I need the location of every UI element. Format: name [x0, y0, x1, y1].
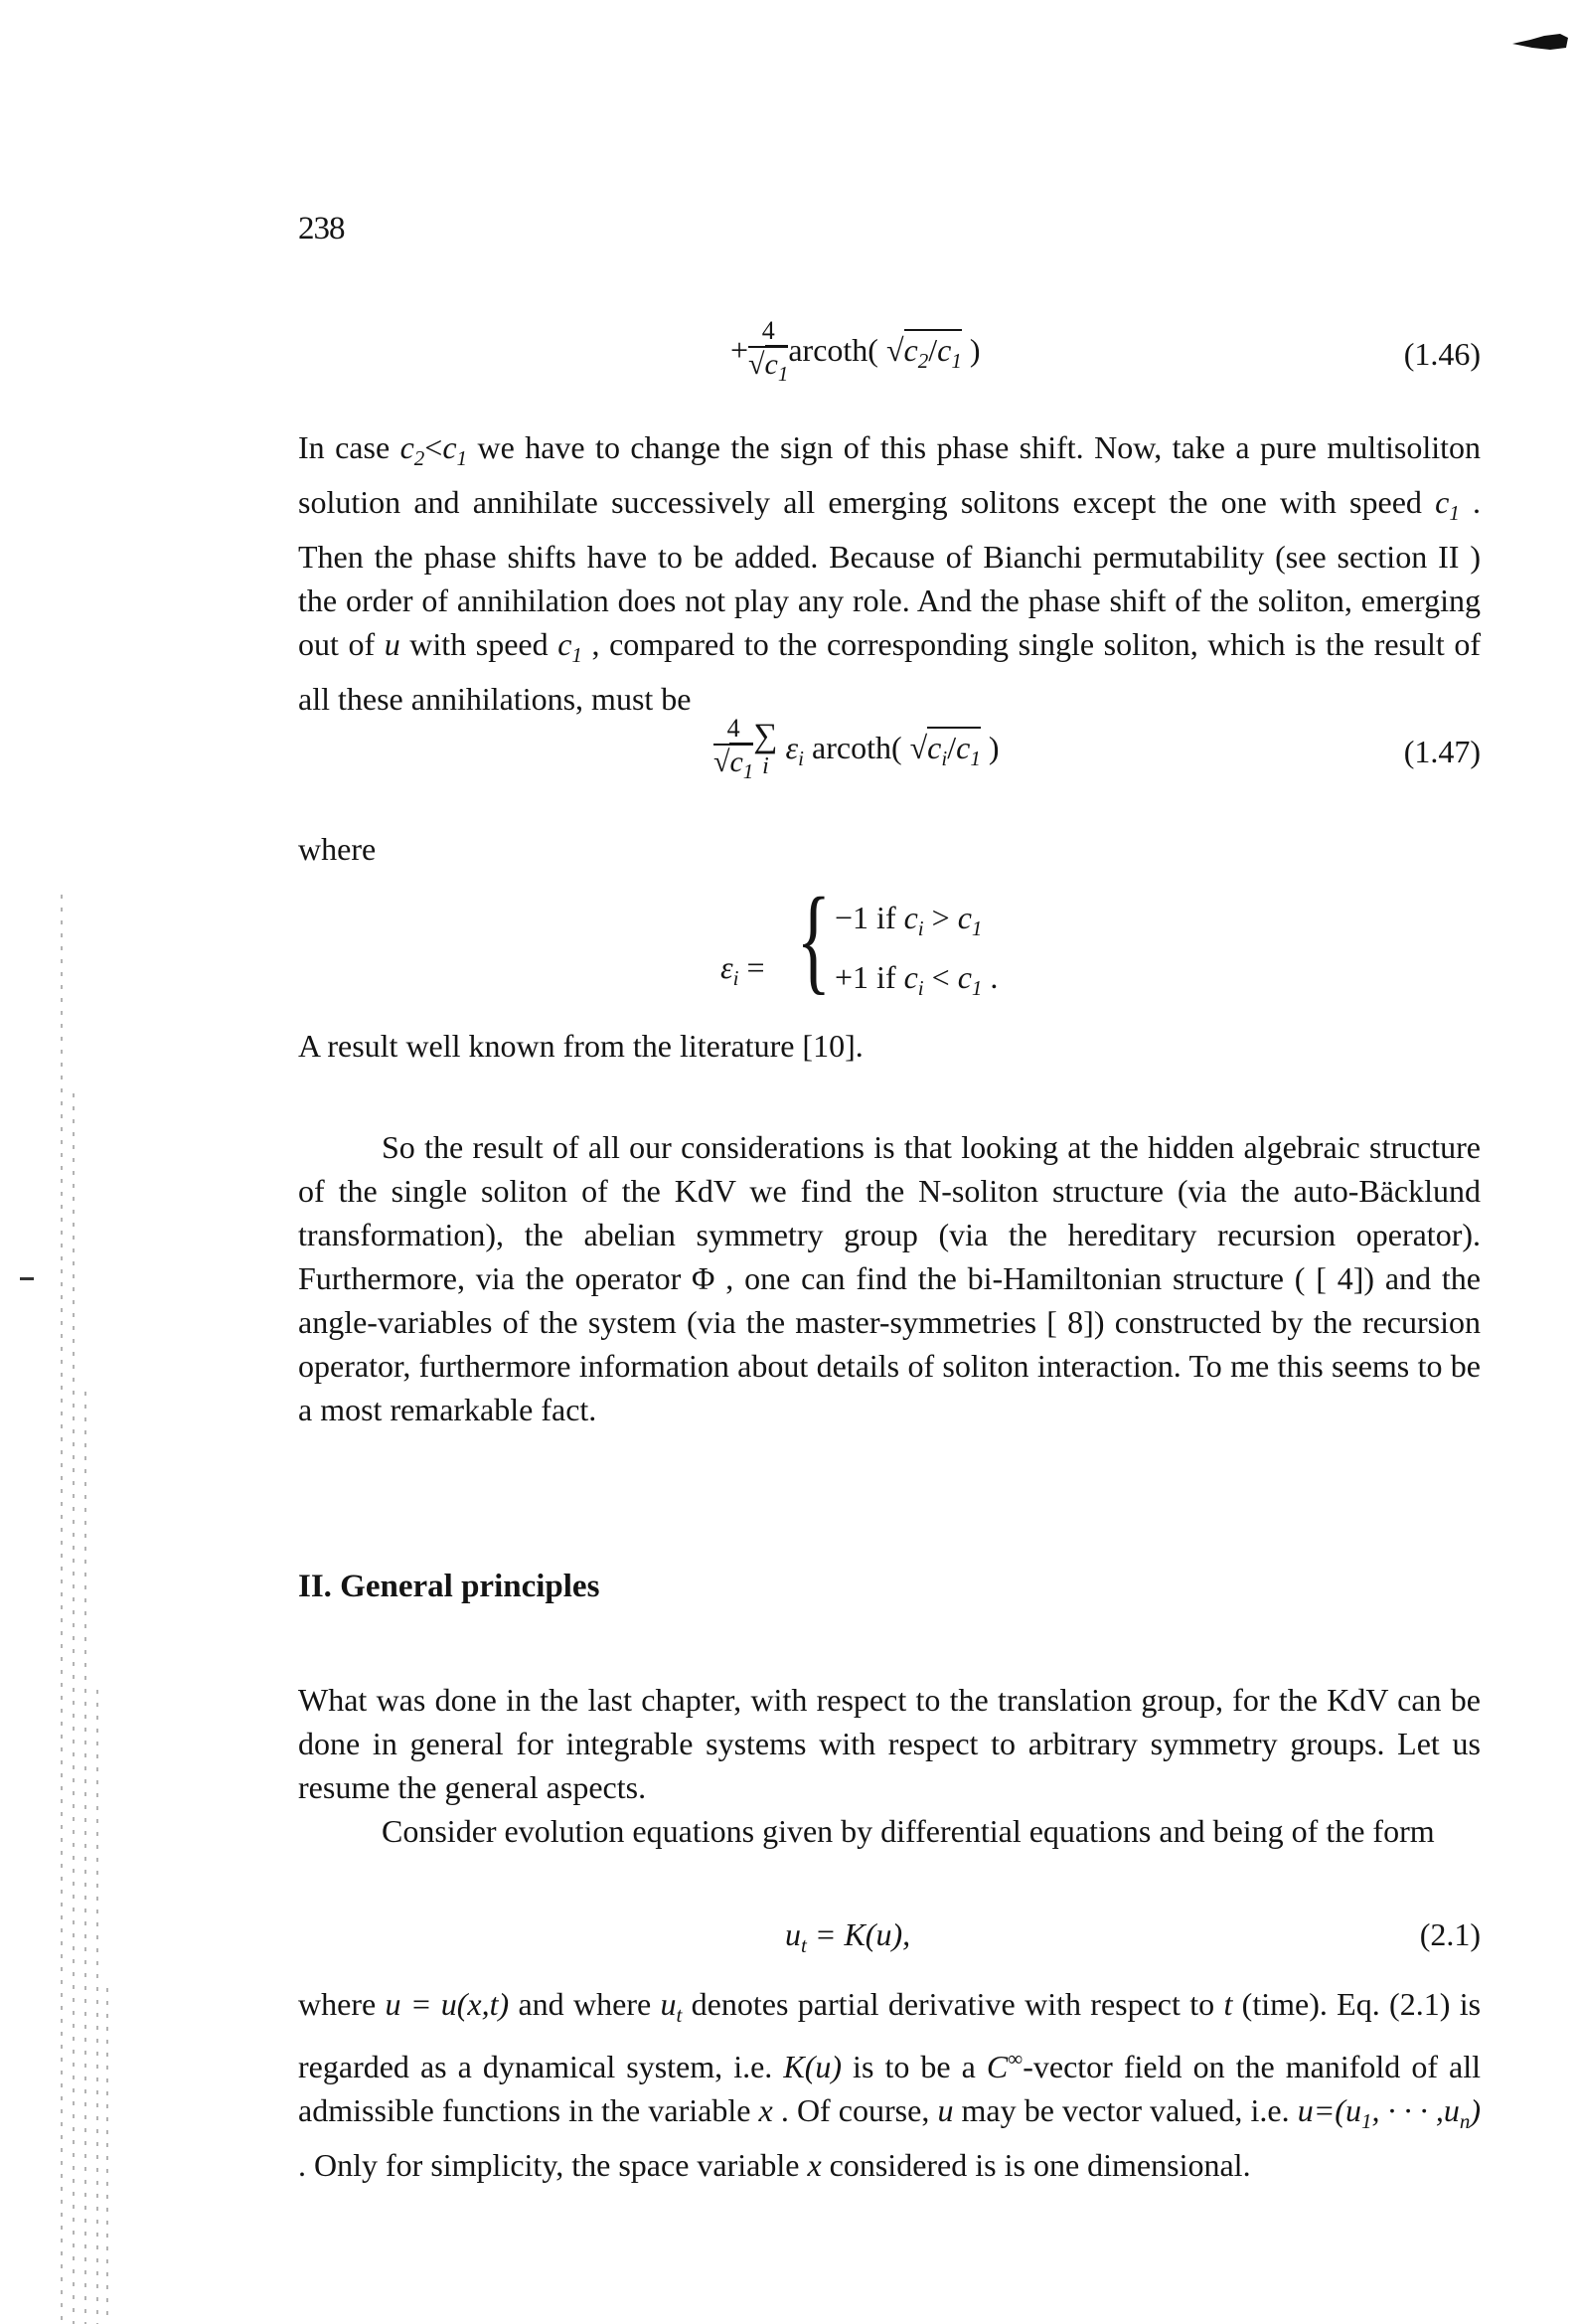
equation-number-2-1: (2.1) [1419, 1916, 1481, 1952]
paragraph-phase-shift: In case $c_2<c_1$ we have to change the sign of this phase shift. Now, take a pure multisoliton solution and annihilate successively all emerging solitons except the one with speed $c_1$ . Then the phase shifts have to be added. Because of Bianchi permutability (see section II ) the order of annihilation does not play any role. And the phase shift of the soliton, emerging out of u with speed $c_1$ , compared to the corresponding single soliton, which is the result of all these annihilations, must be [298, 429, 1482, 717]
paragraph-general-aspects: What was done in the last chapter, with respect to the translation group, for the KdV can be done in general for integrable systems with respect to arbitrary symmetry groups. Let us resume the general aspects. [298, 1682, 1481, 1805]
equation-1-46: + $\frac{4}{√c_1}$ arcoth( $√c_2/c_1$ ) [730, 316, 980, 391]
sqrt-argument: $c_i/c_1$ [927, 727, 981, 765]
page-number: 238 [298, 211, 345, 247]
cases-brace: { [796, 873, 832, 1005]
paragraph-conclusion: So the result of all our considerations is that looking at the hidden algebraic structure of the single soliton of the KdV we find the N-soliton structure (via the auto-Bäcklund transformation), the abelian symmetry group (via the hereditary recursion operator). Furthermore, via the operator Φ , one can find the bi-Hamiltonian structure ( [ 4]) and the angle-variables of the system (via the master-symmetries [ 8]) constructed by the recursion operator, furthermore information about details of soliton interaction. To me this seems to be a most remarkable fact. [298, 1129, 1481, 1427]
margin-dash-mark [20, 1277, 34, 1280]
equation-2-1: $u_t = K(u)$, [785, 1916, 911, 1957]
scan-speck-mark [1510, 30, 1570, 54]
fraction: $\frac{4}{√c_1}$ [748, 316, 789, 386]
section-heading: II. General principles [298, 1569, 600, 1604]
case-less: +1 if $c_i < c_1$ . [835, 959, 999, 1000]
binding-edge-shadow [40, 895, 119, 2324]
equation-number-1-47: (1.47) [1403, 734, 1481, 769]
sqrt-argument: $c_2/c_1$ [904, 329, 962, 368]
summation: ∑ i [753, 717, 778, 779]
paragraph-evolution-equations: Consider evolution equations given by differential equations and being of the form [382, 1813, 1435, 1849]
equation-1-47: $\frac{4}{√c_1}$ ∑ i $\varepsilon_i$ arcoth( $√c_i/c_1$ ) [713, 714, 999, 788]
where-label: where [298, 831, 377, 867]
literature-reference-line: A result well known from the literature [10]. [298, 1028, 864, 1064]
epsilon-definition: $\varepsilon_i$ = [720, 949, 765, 990]
paragraph-dynamical-system: where u = u(x,t) and where $u_t$ denotes partial derivative with respect to t (time). Eq. (2.1) is regarded as a dynamical system, i.e. K(u) is to be a C∞-vector field on the manifold of all admissible functions in the variable x . Of course, u may be vector valued, i.e. $u=(u_1$, · · · $,u_n$) . Only for simplicity, the space variable x considered is is one dimensional. [298, 1986, 1482, 2183]
equation-number-1-46: (1.46) [1403, 336, 1481, 372]
fraction: $\frac{4}{√c_1}$ [713, 714, 754, 783]
case-greater: −1 if $c_i > c_1$ [835, 900, 983, 940]
